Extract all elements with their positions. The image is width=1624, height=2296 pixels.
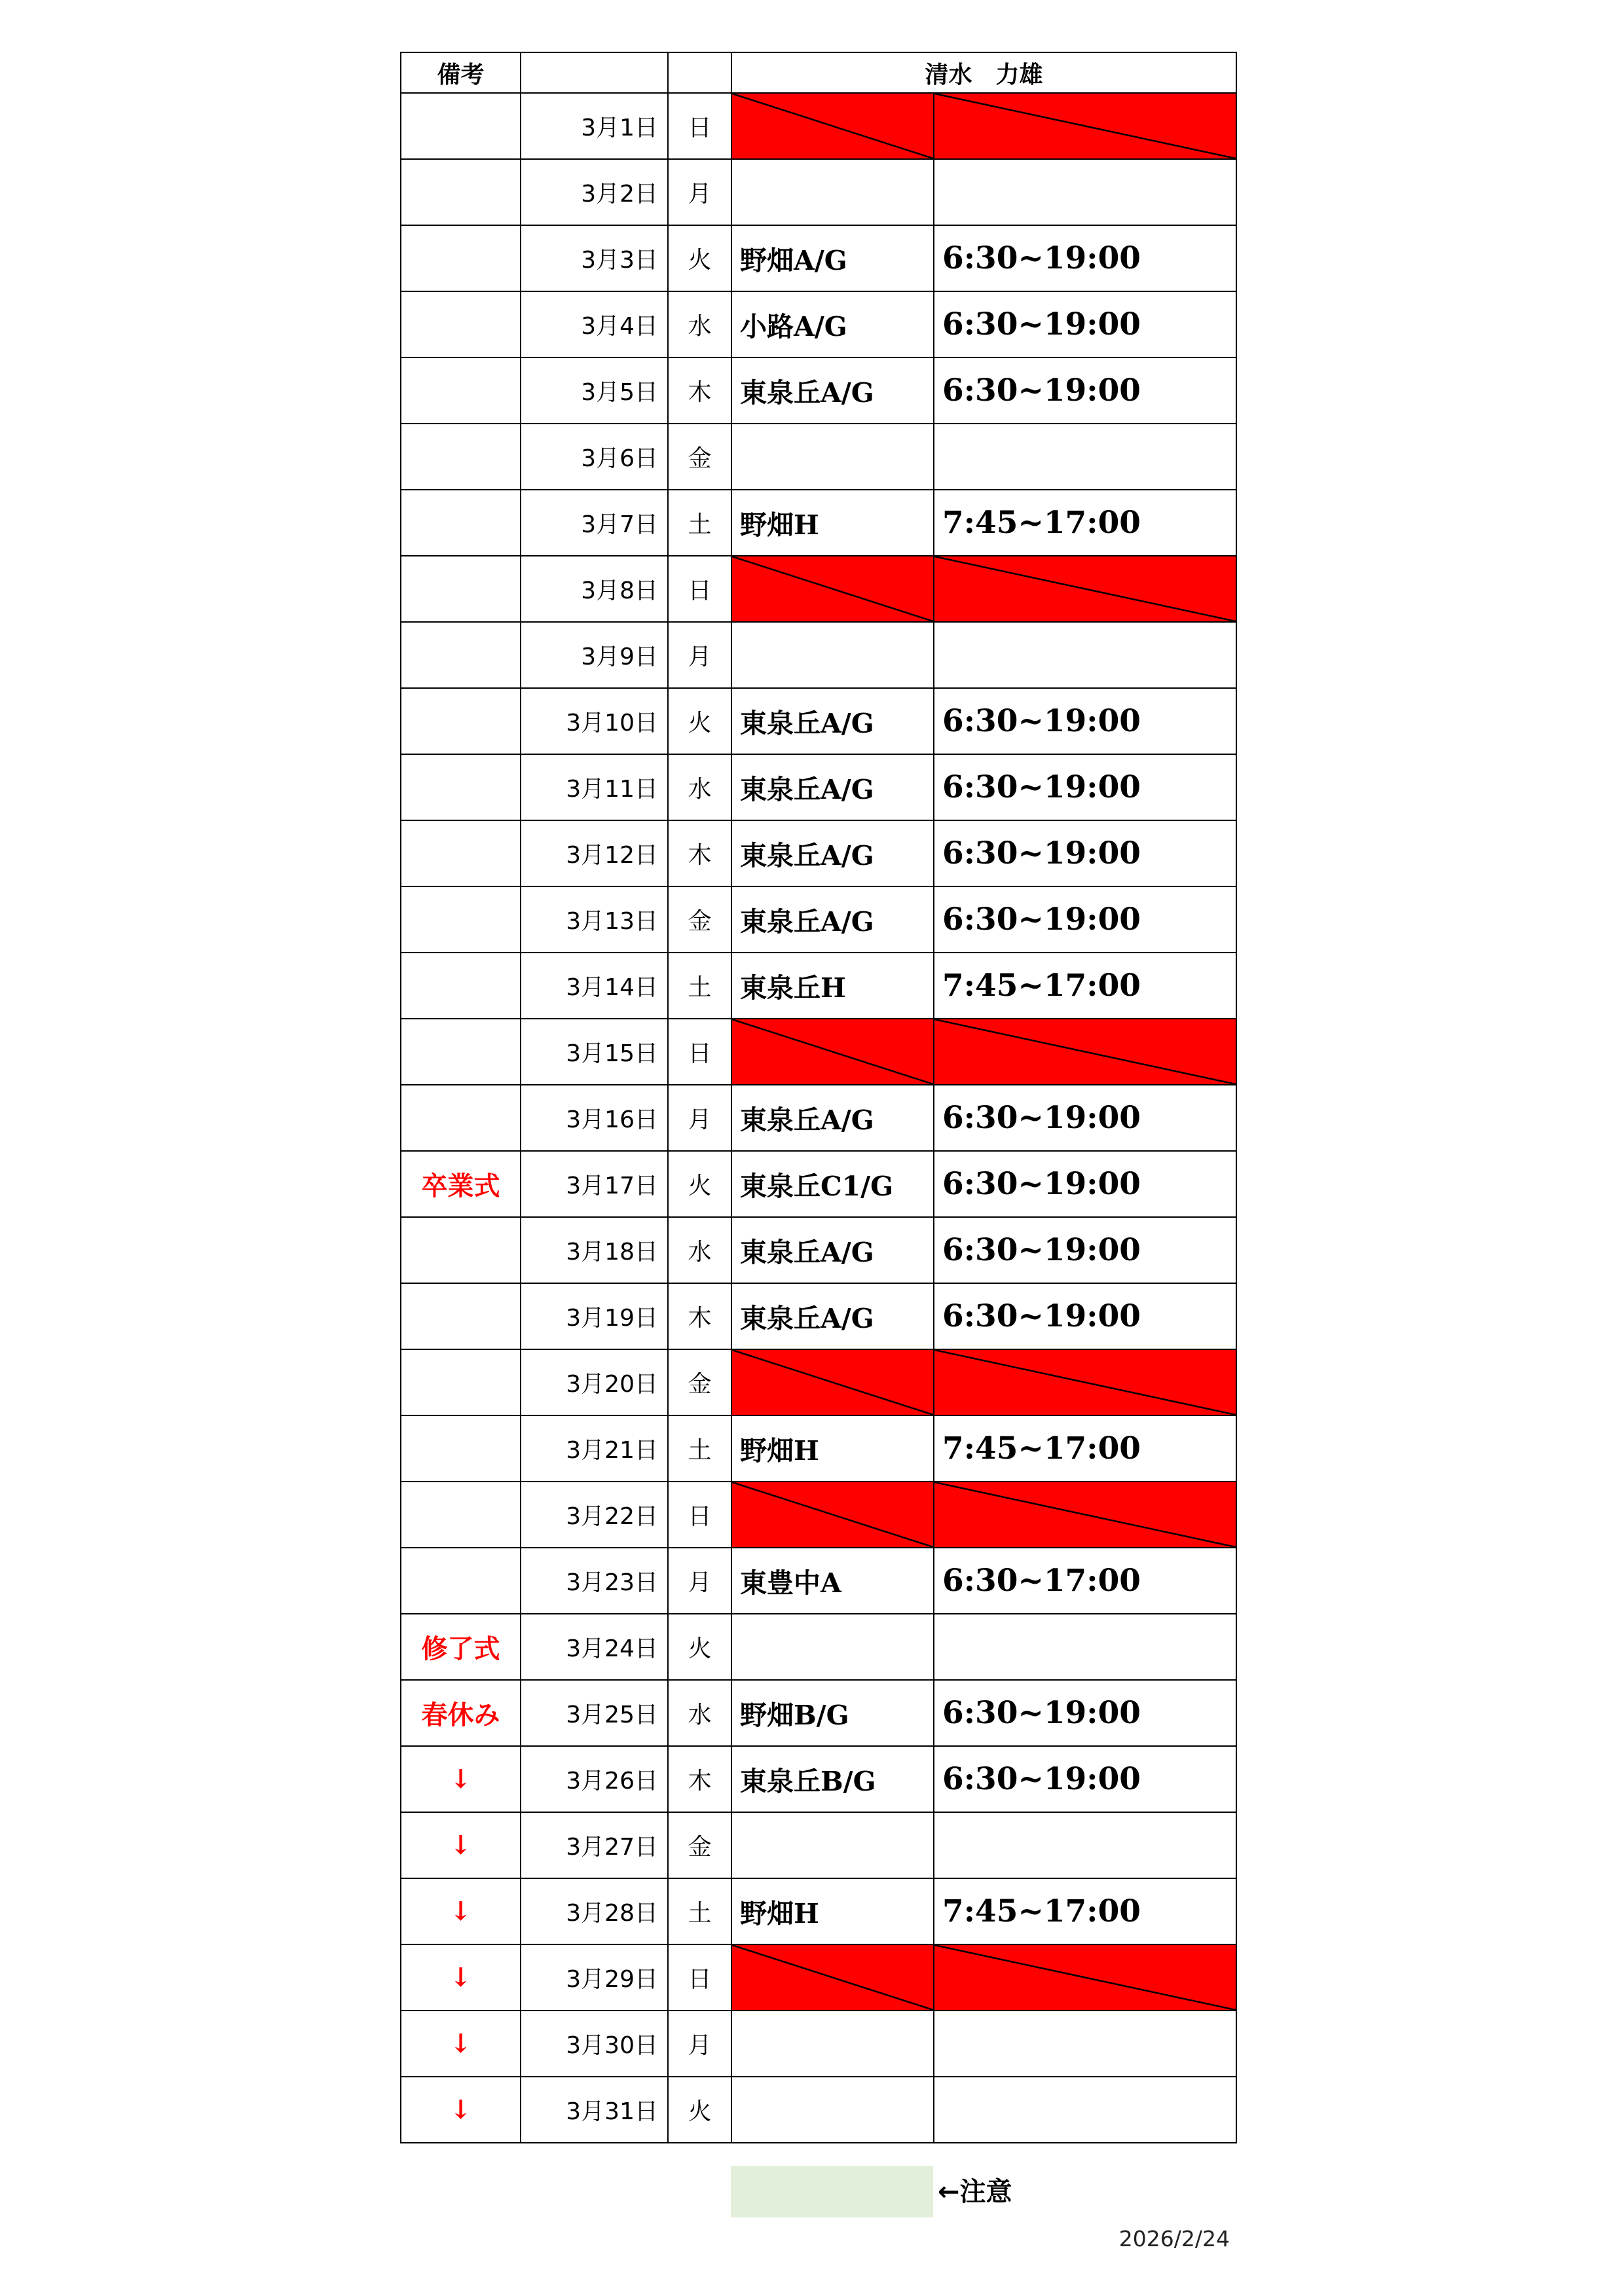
diagonal-strike: [934, 94, 1236, 158]
date-cell: 3月28日: [521, 1878, 668, 1944]
schedule-row: [401, 291, 1236, 357]
schedule-row: [401, 556, 1236, 622]
schedule-row: [401, 1349, 1236, 1415]
weekday-cell: 日: [668, 1482, 731, 1548]
weekday-cell: 土: [668, 953, 731, 1019]
schedule-row: [401, 1746, 1236, 1812]
time-cell: 7:45~17:00: [934, 1415, 1236, 1482]
location-cell: 野畑H: [731, 490, 934, 556]
date-cell: 3月13日: [521, 886, 668, 953]
date-cell: 3月23日: [521, 1548, 668, 1614]
off-day-time-cell: [934, 93, 1236, 159]
location-cell: 小路A/G: [731, 291, 934, 357]
time-cell: [934, 1614, 1236, 1680]
header-row: [401, 52, 1236, 93]
remark-cell: [401, 1415, 521, 1482]
location-cell: 東泉丘A/G: [731, 357, 934, 424]
schedule-row: [401, 1415, 1236, 1482]
weekday-cell: 金: [668, 1812, 731, 1878]
header-date: [521, 52, 668, 93]
time-cell: 6:30~19:00: [934, 357, 1236, 424]
date-cell: 3月9日: [521, 622, 668, 688]
time-cell: 6:30~19:00: [934, 1283, 1236, 1349]
header-staff-name: 清水 力雄: [731, 52, 1236, 93]
remark-cell: [401, 622, 521, 688]
remark-cell: 春休み: [401, 1680, 521, 1746]
location-cell: [731, 622, 934, 688]
date-cell: 3月22日: [521, 1482, 668, 1548]
weekday-cell: 月: [668, 1085, 731, 1151]
schedule-row: [401, 159, 1236, 225]
location-cell: 野畑H: [731, 1415, 934, 1482]
location-cell: [731, 1614, 934, 1680]
weekday-cell: 土: [668, 490, 731, 556]
schedule-row: [401, 490, 1236, 556]
schedule-row: [401, 1878, 1236, 1944]
date-cell: 3月3日: [521, 225, 668, 291]
date-cell: 3月21日: [521, 1415, 668, 1482]
remark-cell: [401, 688, 521, 754]
weekday-cell: 木: [668, 1746, 731, 1812]
header-day: [668, 52, 731, 93]
schedule-row: [401, 225, 1236, 291]
weekday-cell: 水: [668, 1680, 731, 1746]
remark-cell: ↓: [401, 1812, 521, 1878]
remark-cell: [401, 1283, 521, 1349]
date-cell: 3月14日: [521, 953, 668, 1019]
off-day-time-cell: [934, 1349, 1236, 1415]
date-cell: 3月25日: [521, 1680, 668, 1746]
diagonal-strike: [732, 556, 933, 621]
weekday-cell: 月: [668, 159, 731, 225]
schedule-row: [401, 1944, 1236, 2011]
schedule-row: [401, 953, 1236, 1019]
date-cell: 3月26日: [521, 1746, 668, 1812]
schedule-row: [401, 1482, 1236, 1548]
weekday-cell: 月: [668, 1548, 731, 1614]
schedule-row: [401, 1085, 1236, 1151]
weekday-cell: 月: [668, 2011, 731, 2077]
location-cell: 東泉丘A/G: [731, 1085, 934, 1151]
weekday-cell: 木: [668, 1283, 731, 1349]
location-cell: 東泉丘A/G: [731, 1217, 934, 1283]
date-cell: 3月10日: [521, 688, 668, 754]
remark-cell: [401, 886, 521, 953]
diagonal-strike: [934, 1019, 1236, 1084]
date-cell: 3月2日: [521, 159, 668, 225]
note-color-swatch: [731, 2166, 933, 2217]
header-remarks: 備考: [401, 52, 521, 93]
date-cell: 3月29日: [521, 1944, 668, 2011]
remark-cell: [401, 1085, 521, 1151]
remark-cell: ↓: [401, 1746, 521, 1812]
remark-cell: [401, 93, 521, 159]
diagonal-strike: [732, 1482, 933, 1547]
remark-cell: [401, 357, 521, 424]
date-cell: 3月17日: [521, 1151, 668, 1217]
date-cell: 3月6日: [521, 424, 668, 490]
remark-cell: [401, 820, 521, 886]
time-cell: [934, 424, 1236, 490]
schedule-row: [401, 2077, 1236, 2143]
date-cell: 3月4日: [521, 291, 668, 357]
date-cell: 3月27日: [521, 1812, 668, 1878]
time-cell: 6:30~19:00: [934, 820, 1236, 886]
time-cell: 6:30~19:00: [934, 1217, 1236, 1283]
location-cell: 東泉丘A/G: [731, 820, 934, 886]
date-cell: 3月24日: [521, 1614, 668, 1680]
diagonal-strike: [934, 1482, 1236, 1547]
time-cell: 7:45~17:00: [934, 490, 1236, 556]
location-cell: 東泉丘H: [731, 953, 934, 1019]
date-cell: 3月5日: [521, 357, 668, 424]
schedule-row: [401, 688, 1236, 754]
schedule-row: [401, 622, 1236, 688]
schedule-row: [401, 1019, 1236, 1085]
weekday-cell: 火: [668, 2077, 731, 2143]
schedule-row: [401, 1548, 1236, 1614]
date-cell: 3月31日: [521, 2077, 668, 2143]
date-cell: 3月8日: [521, 556, 668, 622]
diagonal-strike: [934, 1945, 1236, 2010]
location-cell: 東泉丘A/G: [731, 886, 934, 953]
remark-cell: [401, 490, 521, 556]
schedule-table: [400, 52, 1237, 2143]
schedule-body: [401, 93, 1236, 2143]
time-cell: 7:45~17:00: [934, 1878, 1236, 1944]
remark-cell: ↓: [401, 1878, 521, 1944]
location-cell: 東泉丘A/G: [731, 754, 934, 820]
diagonal-strike: [732, 1350, 933, 1415]
remark-cell: ↓: [401, 2011, 521, 2077]
date-cell: 3月11日: [521, 754, 668, 820]
remark-cell: [401, 1548, 521, 1614]
schedule-row: [401, 93, 1236, 159]
location-cell: 東泉丘C1/G: [731, 1151, 934, 1217]
location-cell: 東泉丘A/G: [731, 688, 934, 754]
weekday-cell: 月: [668, 622, 731, 688]
remark-cell: [401, 754, 521, 820]
weekday-cell: 日: [668, 93, 731, 159]
location-cell: [731, 2011, 934, 2077]
remark-cell: 卒業式: [401, 1151, 521, 1217]
time-cell: [934, 1812, 1236, 1878]
time-cell: 6:30~19:00: [934, 886, 1236, 953]
schedule-row: [401, 1283, 1236, 1349]
date-cell: 3月1日: [521, 93, 668, 159]
schedule-row: [401, 357, 1236, 424]
weekday-cell: 金: [668, 424, 731, 490]
time-cell: [934, 159, 1236, 225]
weekday-cell: 火: [668, 225, 731, 291]
weekday-cell: 木: [668, 357, 731, 424]
off-day-time-cell: [934, 556, 1236, 622]
location-cell: [731, 1812, 934, 1878]
weekday-cell: 土: [668, 1415, 731, 1482]
remark-cell: [401, 556, 521, 622]
schedule-row: [401, 886, 1236, 953]
remark-cell: 修了式: [401, 1614, 521, 1680]
off-day-location-cell: [731, 1349, 934, 1415]
date-cell: 3月15日: [521, 1019, 668, 1085]
time-cell: 6:30~19:00: [934, 1746, 1236, 1812]
remark-cell: [401, 1019, 521, 1085]
location-cell: [731, 159, 934, 225]
weekday-cell: 金: [668, 1349, 731, 1415]
remark-cell: [401, 159, 521, 225]
location-cell: [731, 2077, 934, 2143]
weekday-cell: 土: [668, 1878, 731, 1944]
schedule-row: [401, 424, 1236, 490]
weekday-cell: 水: [668, 754, 731, 820]
off-day-location-cell: [731, 1944, 934, 2011]
weekday-cell: 火: [668, 688, 731, 754]
weekday-cell: 水: [668, 291, 731, 357]
off-day-location-cell: [731, 556, 934, 622]
time-cell: [934, 622, 1236, 688]
remark-cell: [401, 1217, 521, 1283]
time-cell: 6:30~19:00: [934, 225, 1236, 291]
diagonal-strike: [934, 1350, 1236, 1415]
time-cell: [934, 2077, 1236, 2143]
remark-cell: [401, 225, 521, 291]
time-cell: 6:30~19:00: [934, 1151, 1236, 1217]
schedule-row: [401, 1151, 1236, 1217]
location-cell: 東泉丘A/G: [731, 1283, 934, 1349]
schedule-row: [401, 820, 1236, 886]
schedule-row: [401, 1812, 1236, 1878]
schedule-row: [401, 1680, 1236, 1746]
diagonal-strike: [934, 556, 1236, 621]
location-cell: 野畑A/G: [731, 225, 934, 291]
print-date: 2026/2/24: [1118, 2226, 1230, 2251]
date-cell: 3月12日: [521, 820, 668, 886]
date-cell: 3月19日: [521, 1283, 668, 1349]
time-cell: 6:30~19:00: [934, 1680, 1236, 1746]
time-cell: 6:30~19:00: [934, 754, 1236, 820]
off-day-time-cell: [934, 1944, 1236, 2011]
weekday-cell: 木: [668, 820, 731, 886]
note-label: ←注意: [938, 2177, 1012, 2207]
time-cell: 6:30~19:00: [934, 291, 1236, 357]
remark-cell: ↓: [401, 2077, 521, 2143]
date-cell: 3月20日: [521, 1349, 668, 1415]
date-cell: 3月7日: [521, 490, 668, 556]
time-cell: 6:30~17:00: [934, 1548, 1236, 1614]
schedule-row: [401, 1614, 1236, 1680]
schedule-row: [401, 2011, 1236, 2077]
off-day-location-cell: [731, 1482, 934, 1548]
time-cell: [934, 2011, 1236, 2077]
time-cell: 7:45~17:00: [934, 953, 1236, 1019]
off-day-time-cell: [934, 1482, 1236, 1548]
location-cell: 野畑B/G: [731, 1680, 934, 1746]
time-cell: 6:30~19:00: [934, 688, 1236, 754]
remark-cell: [401, 953, 521, 1019]
schedule-row: [401, 1217, 1236, 1283]
date-cell: 3月18日: [521, 1217, 668, 1283]
remark-cell: ↓: [401, 1944, 521, 2011]
location-cell: 東泉丘B/G: [731, 1746, 934, 1812]
off-day-location-cell: [731, 93, 934, 159]
remark-cell: [401, 1482, 521, 1548]
weekday-cell: 火: [668, 1614, 731, 1680]
weekday-cell: 水: [668, 1217, 731, 1283]
date-cell: 3月30日: [521, 2011, 668, 2077]
remark-cell: [401, 291, 521, 357]
location-cell: 野畑H: [731, 1878, 934, 1944]
weekday-cell: 日: [668, 1944, 731, 2011]
weekday-cell: 火: [668, 1151, 731, 1217]
date-cell: 3月16日: [521, 1085, 668, 1151]
remark-cell: [401, 424, 521, 490]
location-cell: 東豊中A: [731, 1548, 934, 1614]
time-cell: 6:30~19:00: [934, 1085, 1236, 1151]
weekday-cell: 日: [668, 1019, 731, 1085]
weekday-cell: 日: [668, 556, 731, 622]
location-cell: [731, 424, 934, 490]
diagonal-strike: [732, 94, 933, 158]
off-day-location-cell: [731, 1019, 934, 1085]
off-day-time-cell: [934, 1019, 1236, 1085]
diagonal-strike: [732, 1945, 933, 2010]
schedule-row: [401, 754, 1236, 820]
weekday-cell: 金: [668, 886, 731, 953]
diagonal-strike: [732, 1019, 933, 1084]
remark-cell: [401, 1349, 521, 1415]
